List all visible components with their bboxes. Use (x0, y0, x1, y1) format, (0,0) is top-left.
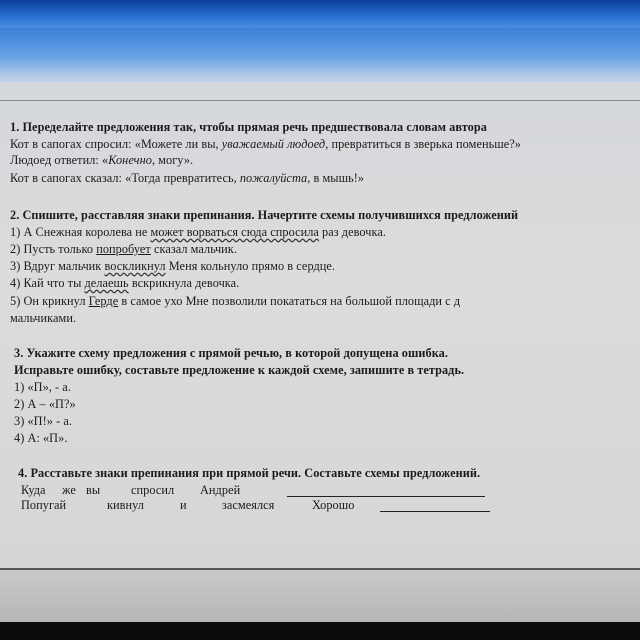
task3-option-3: 3) «П!» - а. (14, 414, 72, 428)
answer-blank-1 (287, 496, 485, 497)
task1-sentence-3 (10, 171, 364, 185)
text: 1) А Снежная королева не (10, 225, 151, 239)
text-underlined: Герде (88, 294, 119, 308)
monitor-bezel (0, 622, 640, 640)
task1-sentence-2 (10, 153, 193, 167)
task2-line-5 (10, 294, 460, 308)
task3-heading-2: Исправьте ошибку, составьте предложение к каждой схеме, запишите в тетрадь. (14, 363, 465, 377)
text: в самое ухо Мне позволили покататься на большой площади с д (118, 294, 461, 308)
task3-heading-1: 3. Укажите схему предложения с прямой речью, в которой допущена ошибка. (14, 346, 449, 360)
task3-option-1: 1) «П», - а. (14, 380, 71, 394)
task2-line-3 (10, 259, 335, 273)
task1-heading: 1. Переделайте предложения так, чтобы прямая речь предшествовала словам автора (10, 120, 487, 134)
text: Кот в сапогах сказал: «Тогда превратитесь, (10, 171, 240, 185)
text: Меня кольнуло прямо в сердце. (165, 259, 336, 273)
task2-heading: 2. Спишите, расставляя знаки препинания. Начертите схемы получившихся предложений (10, 208, 519, 222)
answer-blank-2 (380, 511, 490, 512)
text-underlined: попробует (96, 242, 151, 256)
task4-row2-word2: кивнул (107, 498, 144, 512)
text: Людоед ответил: « (10, 153, 109, 167)
task4-row1-word2: же (62, 483, 76, 497)
text: , могу». (151, 153, 194, 167)
task4-row1-word4: спросил (131, 483, 175, 497)
task4-row2-word5: Хорошо (312, 498, 355, 512)
task3-option-4: 4) А: «П». (14, 431, 68, 445)
text: , в мышь!» (307, 171, 365, 185)
task3-option-2: 2) А – «П?» (14, 397, 76, 411)
task2-line-2 (10, 242, 237, 256)
text-underlined: может ворваться сюда спросила (150, 225, 319, 239)
text: 2) Пусть только (10, 242, 97, 256)
task4-row2-word4: засмеялся (222, 498, 275, 512)
task1-sentence-1 (10, 137, 521, 151)
text-underlined: делаешь (84, 276, 129, 290)
text-italic: уважаемый людоед (221, 137, 326, 151)
task2-line-1 (10, 225, 386, 239)
task4-row1-word5: Андрей (200, 483, 241, 497)
task4-row1-word3: вы (86, 483, 101, 497)
text: вскрикнула девочка. (128, 276, 240, 290)
task4-row1-word1: Куда (21, 483, 46, 497)
text-italic: Конечно (108, 153, 152, 167)
text-underlined: воскликнул (104, 259, 166, 273)
text: 4) Кай что ты (10, 276, 85, 290)
task4-heading: 4. Расставьте знаки препинания при прямой речи. Составьте схемы предложений. (18, 466, 481, 480)
text: сказал мальчик. (150, 242, 237, 256)
task4-row2-word3: и (180, 498, 187, 512)
text: 5) Он крикнул (10, 294, 89, 308)
task2-line-4 (10, 276, 239, 290)
task4-row2-word1: Попугай (21, 498, 67, 512)
text: раз девочка. (318, 225, 386, 239)
text: 3) Вдруг мальчик (10, 259, 105, 273)
text: Кот в сапогах спросил: «Можете ли вы, (10, 137, 222, 151)
task2-line-6: мальчиками. (10, 311, 77, 325)
window-titlebar (0, 0, 640, 28)
text: , превратиться в зверька поменьше?» (325, 137, 521, 151)
text-italic: пожалуйста (239, 171, 308, 185)
header-divider (0, 100, 640, 101)
